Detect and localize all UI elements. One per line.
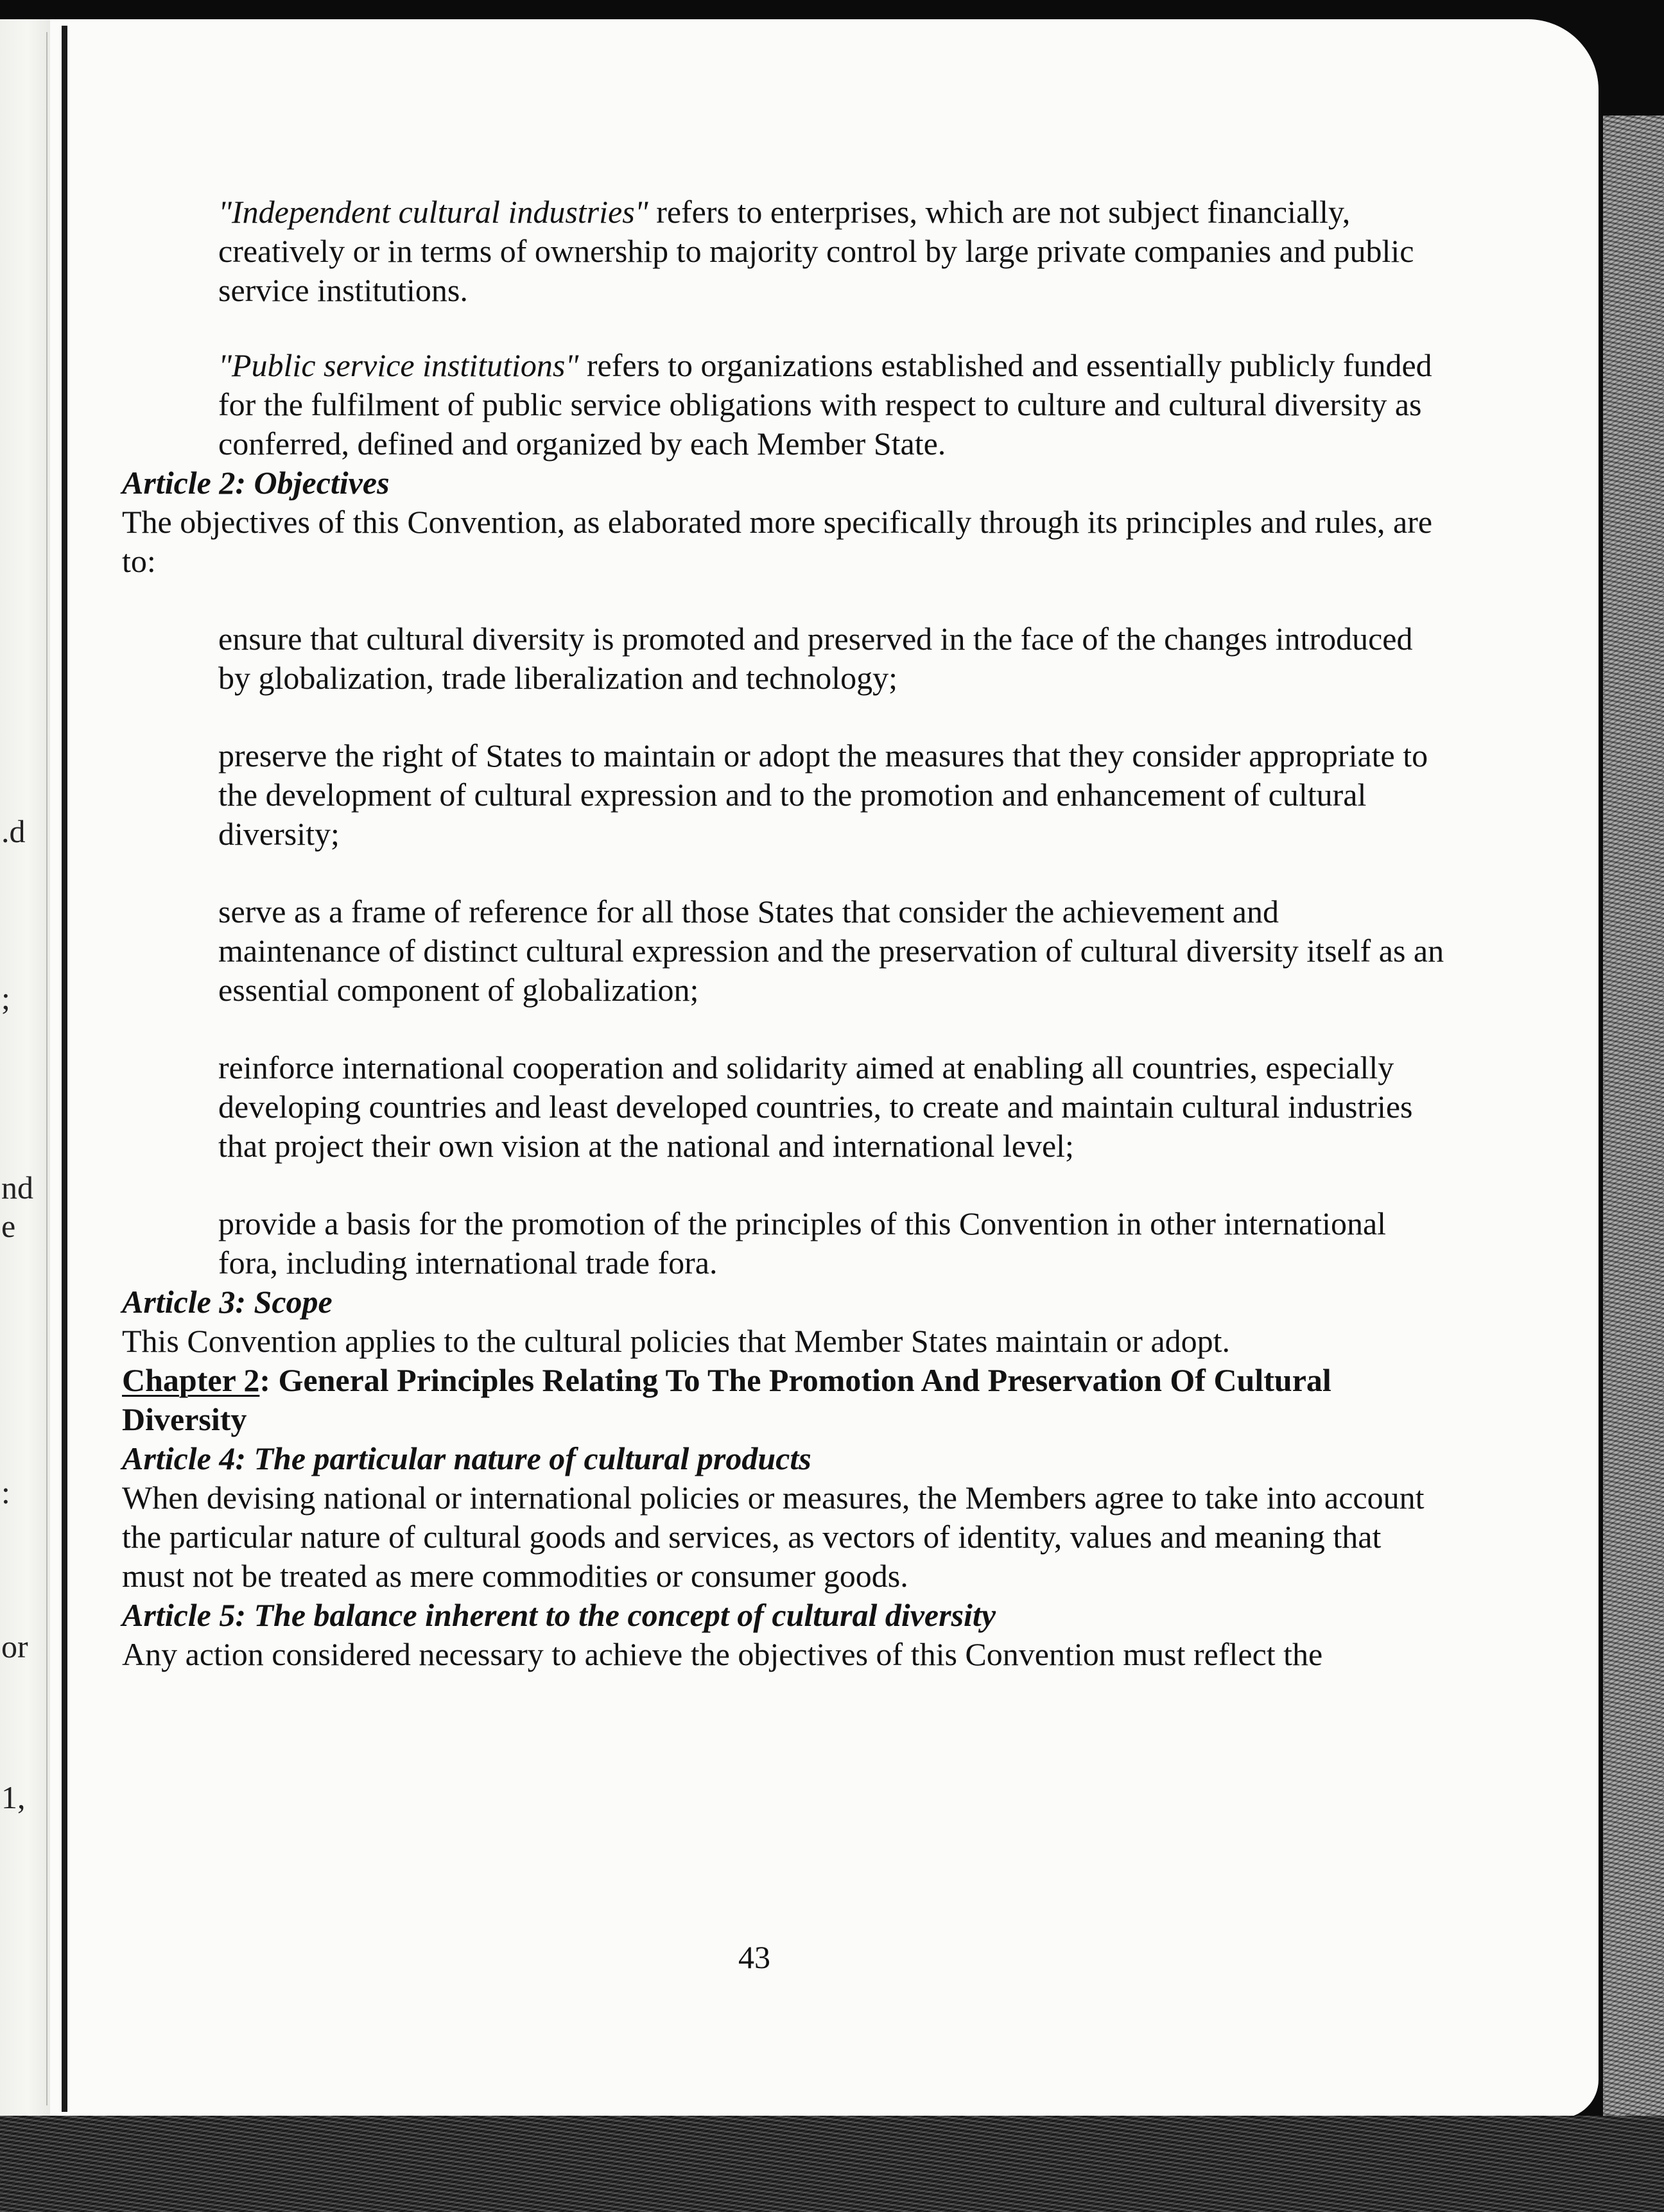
margin-fragment: 1,: [1, 1779, 26, 1815]
margin-fragment: .d: [1, 813, 26, 849]
margin-fragment: e: [1, 1208, 16, 1244]
gutter-shadow-line: [46, 32, 48, 2105]
margin-fragment: or: [1, 1629, 28, 1664]
article-3-text: This Convention applies to the cultural policies that Member States maintain or adopt.: [122, 1323, 1231, 1359]
definition-term: "Public service institutions": [218, 347, 579, 383]
article-5-heading: Article 5: The balance inherent to the concept of cultural diversity: [122, 1597, 996, 1633]
scanned-page: [0, 19, 1599, 2118]
article-4-heading: Article 4: The particular nature of cultural products: [122, 1440, 811, 1476]
objective-item: reinforce international cooperation and solidarity aimed at enabling all countries, especially developing countries and least developed countries, to create and maintain cultural industries that project their own vision at the national and international level;: [218, 1050, 1413, 1164]
chapter-label: Chapter 2: [122, 1362, 260, 1398]
margin-fragment: nd: [1, 1170, 33, 1205]
binding-edge-line: [62, 26, 67, 2112]
article-2-intro: The objectives of this Convention, as elaborated more specifically through its principles and rules, are to:: [122, 504, 1433, 579]
definition-text: refers to organizations established and essentially publicly funded for the fulfilment of public service obligations with respect to culture and cultural diversity as conferred, defined and organized by each Member State.: [218, 347, 1432, 462]
document-body: [122, 193, 1444, 1674]
definition-text: refers to enterprises, which are not subject financially, creatively or in terms of ownership to majority control by large private companies and public service institutions.: [218, 194, 1414, 308]
margin-fragment: :: [1, 1474, 10, 1510]
page-edge-texture: [1603, 116, 1664, 2170]
definition-public-service-institutions: [218, 346, 1444, 463]
chapter-2-heading: [122, 1361, 1444, 1439]
objective-item: provide a basis for the promotion of the principles of this Convention in other international fora, including international trade fora.: [218, 1205, 1387, 1281]
margin-fragment: ;: [1, 980, 10, 1016]
article-5-text: Any action considered necessary to achieve the objectives of this Convention must reflect the: [122, 1636, 1323, 1672]
article-3-heading: Article 3: Scope: [122, 1284, 333, 1320]
definition-independent-cultural-industries: [218, 193, 1444, 310]
chapter-title: : General Principles Relating To The Promotion And Preservation Of Cultural Diversity: [122, 1362, 1331, 1437]
objective-item: preserve the right of States to maintain or adopt the measures that they consider appropriate to the development of cultural expression and to the promotion and enhancement of cultural diversity;: [218, 738, 1428, 852]
definition-term: "Independent cultural industries": [218, 194, 648, 230]
objective-item: ensure that cultural diversity is promoted and preserved in the face of the changes introduced by globalization, trade liberalization and technology;: [218, 621, 1413, 696]
article-4-text: When devising national or international policies or measures, the Members agree to take into account the particular nature of cultural goods and services, as vectors of identity, values and meaning that must not be treated as mere commodities or consumer goods.: [122, 1480, 1425, 1594]
page-number: 43: [738, 1939, 770, 1975]
article-2-heading: Article 2: Objectives: [122, 465, 390, 501]
scan-bottom-border: [0, 2116, 1664, 2212]
objective-item: serve as a frame of reference for all those States that consider the achievement and maintenance of distinct cultural expression and the preservation of cultural diversity itself as an essential component of globalization;: [218, 894, 1444, 1008]
